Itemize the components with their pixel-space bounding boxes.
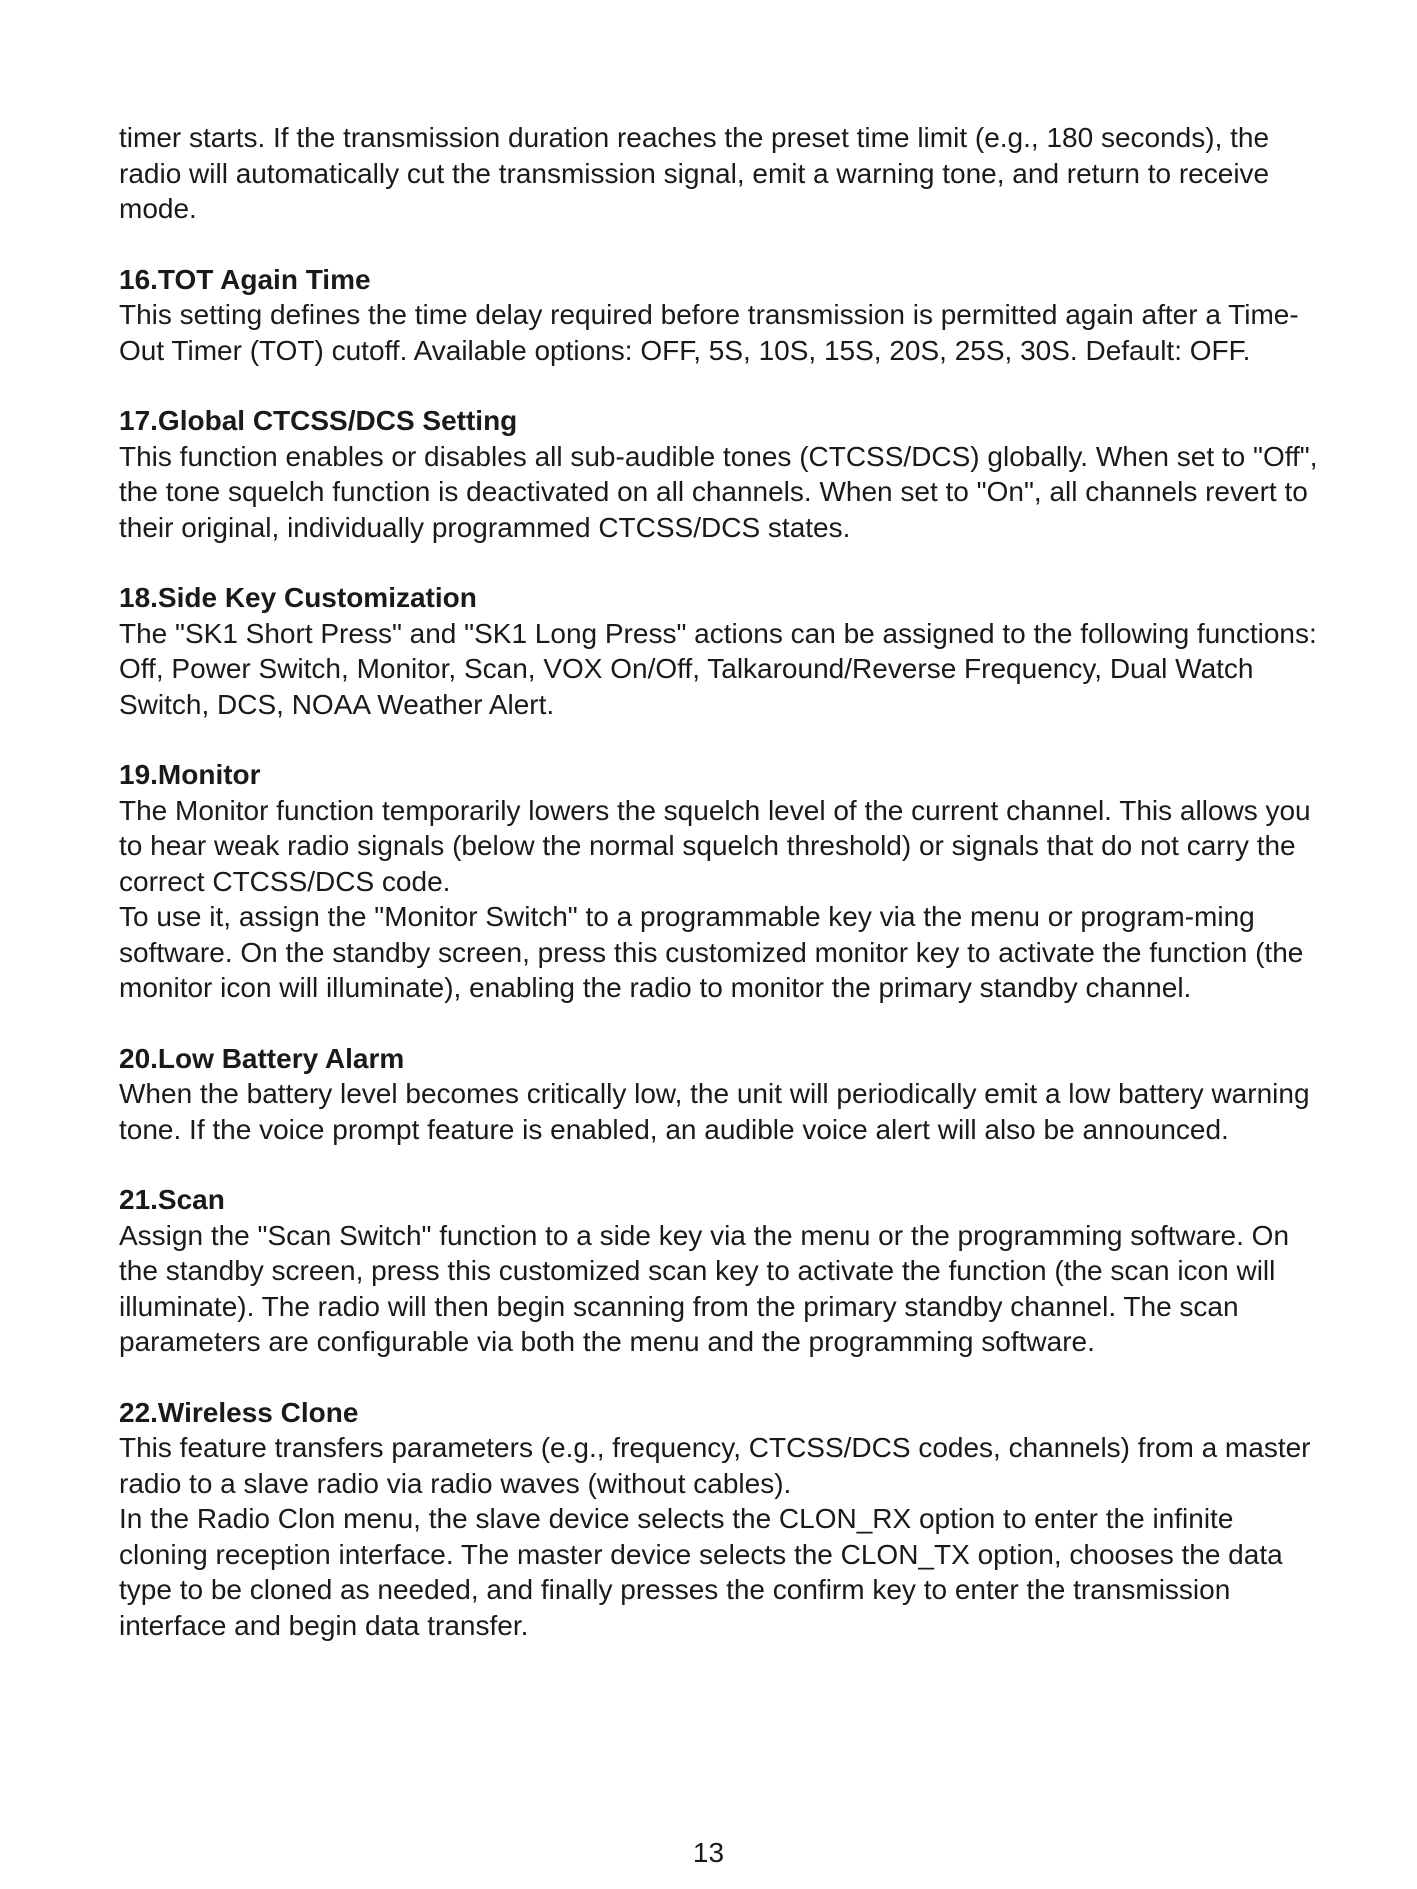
section-paragraph: The "SK1 Short Press" and "SK1 Long Press" actions can be assigned to the following functions: Off, Power Switch, Monitor, Scan, VOX On/Off, Talkaround/Reverse Frequency, Dual Watch Switch, DCS, NOAA Weather Alert. [119, 617, 1317, 720]
section-heading: 20.Low Battery Alarm [119, 1042, 405, 1074]
section-paragraph: Assign the "Scan Switch" function to a side key via the menu or the programming software. On the standby screen, press this customized scan key to activate the function (the scan icon will illuminate). The radio will then begin scanning from the primary standby channel. The scan parameters are configurable via both the menu and the programming software. [119, 1219, 1290, 1357]
section-low-battery-alarm [119, 1041, 1319, 1148]
section-paragraph: This feature transfers parameters (e.g., frequency, CTCSS/DCS codes, channels) from a master radio to a slave radio via radio waves (without cables). [119, 1432, 1311, 1499]
section-monitor [119, 757, 1319, 1006]
section-side-key-customization [119, 580, 1319, 722]
section-heading: 21.Scan [119, 1184, 225, 1215]
section-paragraph: When the battery level becomes critically low, the unit will periodically emit a low battery warning tone. If the voice prompt feature is enabled, an audible voice alert will also be announced. [119, 1078, 1310, 1145]
section-heading: 19.Monitor [119, 759, 261, 790]
section-heading: 18.Side Key Customization [119, 582, 477, 613]
section-paragraph: This setting defines the time delay required before transmission is permitted again after a Time-Out Timer (TOT) cutoff. Available options: OFF, 5S, 10S, 15S, 20S, 25S, 30S. Default: OFF. [119, 299, 1299, 366]
section-heading: 16.TOT Again Time [119, 263, 371, 295]
section-tot-again-time [119, 262, 1319, 369]
section-global-ctcss-dcs [119, 403, 1319, 545]
section-heading: 22.Wireless Clone [119, 1396, 359, 1428]
section-wireless-clone [119, 1395, 1319, 1644]
section-heading: 17.Global CTCSS/DCS Setting [119, 405, 518, 436]
page-number: 13 [692, 1837, 725, 1868]
section-paragraph: To use it, assign the "Monitor Switch" to a programmable key via the menu or program-ming software. On the standby screen, press this customized monitor key to activate the function (the monitor icon will illuminate), enabling the radio to monitor the primary standby channel. [119, 901, 1304, 1003]
document-page [119, 120, 1319, 1678]
intro-paragraph: timer starts. If the transmission duration reaches the preset time limit (e.g., 180 seconds), the radio will automatically cut the transmission signal, emit a warning tone, and return to receive mode. [119, 122, 1270, 224]
section-scan [119, 1182, 1319, 1360]
section-paragraph: This function enables or disables all sub-audible tones (CTCSS/DCS) globally. When set to "Off", the tone squelch function is deactivated on all channels. When set to "On", all channels revert to their original, individually programmed CTCSS/DCS states. [119, 440, 1318, 543]
section-paragraph: The Monitor function temporarily lowers the squelch level of the current channel. This allows you to hear weak radio signals (below the normal squelch threshold) or signals that do not carry the correct CTCSS/DCS code. [119, 794, 1311, 897]
section-paragraph: In the Radio Clon menu, the slave device selects the CLON_RX option to enter the infinite cloning reception interface. The master device selects the CLON_TX option, chooses the data type to be cloned as needed, and finally presses the confirm key to enter the transmission interface and begin data transfer. [119, 1503, 1283, 1641]
